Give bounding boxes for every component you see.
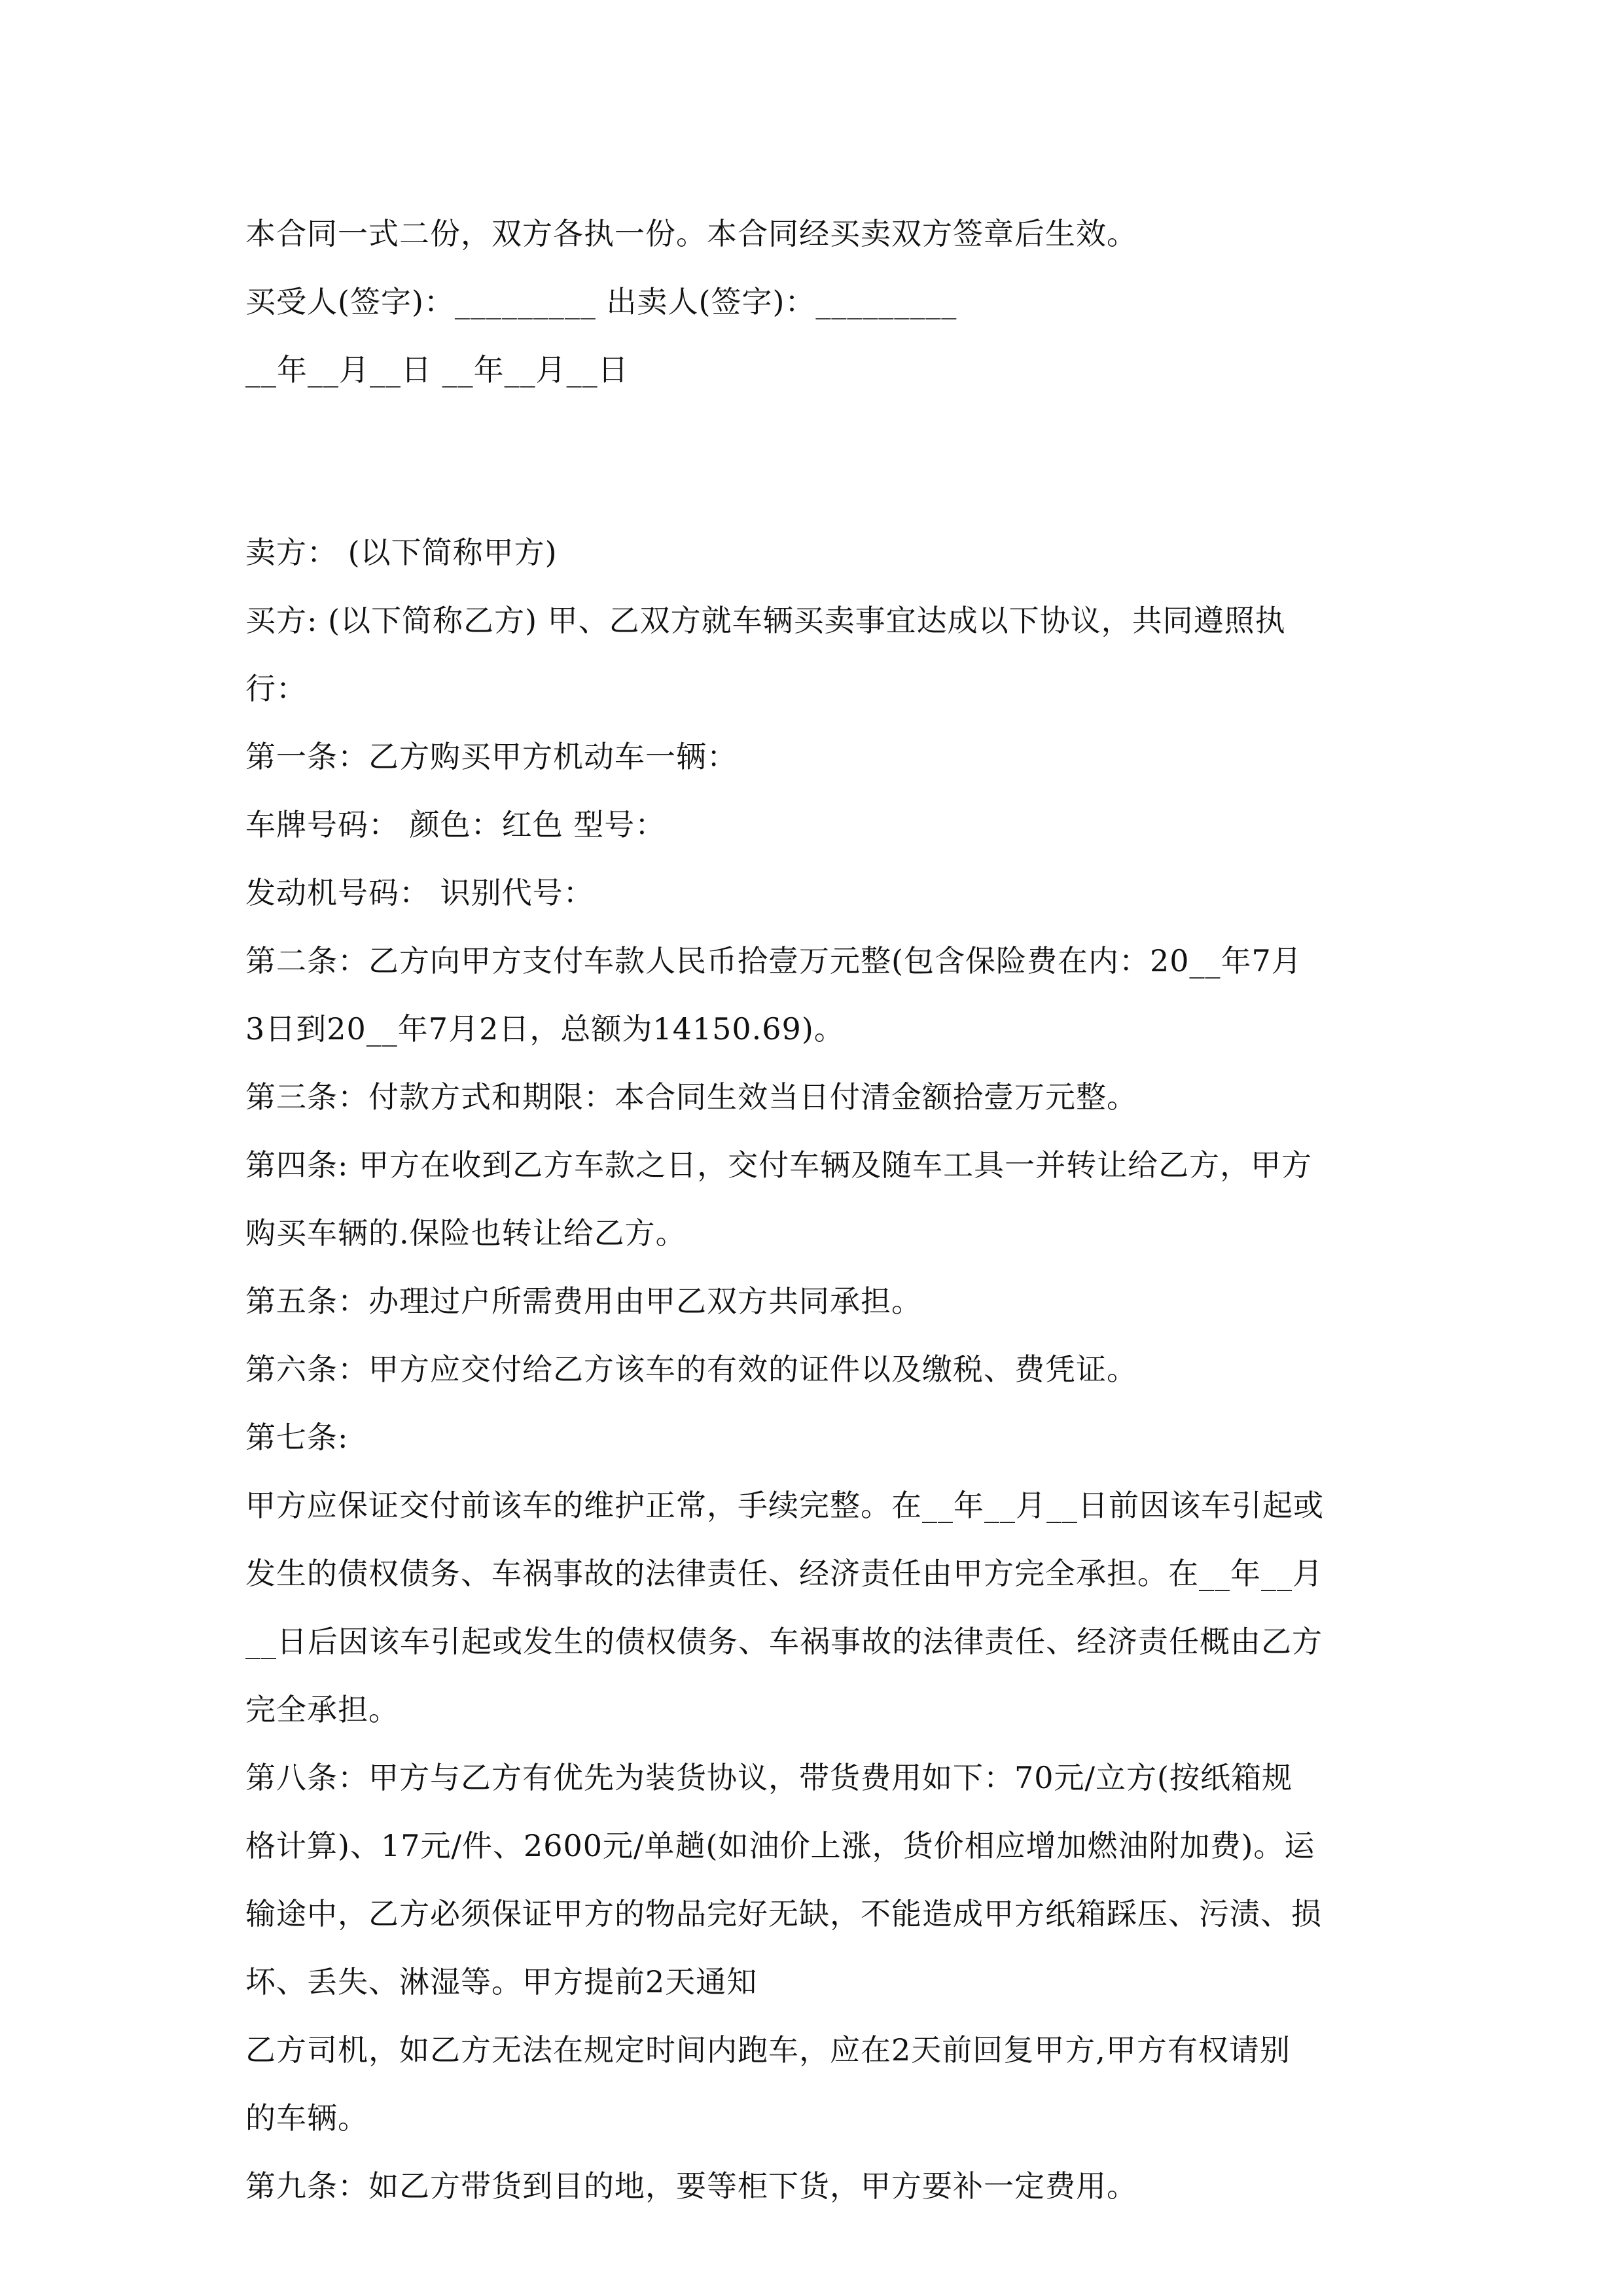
article-9: 第九条：如乙方带货到目的地，要等柜下货，甲方要补一定费用。 [245,2168,1137,2204]
seller-line: 卖方： (以下简称甲方) [245,535,558,570]
article-5: 第五条：办理过户所需费用由甲乙双方共同承担。 [245,1283,922,1319]
article-7-line-3: __日后因该车引起或发生的债权债务、车祸事故的法律责任、经济责任概由乙方 [245,1624,1323,1659]
article-1-title: 第一条：乙方购买甲方机动车一辆： [245,739,738,774]
article-7-line-4: 完全承担。 [245,1692,399,1727]
article-8-line-4: 坏、丢失、淋湿等。甲方提前2天通知 [245,1964,758,2000]
signature-line: 买受人(签字)：_________ 出卖人(签字)：_________ [245,284,957,319]
buyer-line-continued: 行： [245,671,307,706]
date-line: __年__月__日 __年__月__日 [245,352,629,387]
article-8-line-2: 格计算)、17元/件、2600元/单趟(如油价上涨，货价相应增加燃油附加费)。运 [245,1828,1315,1863]
article-8-line-5: 乙方司机，如乙方无法在规定时间内跑车，应在2天前回复甲方,甲方有权请别 [245,2032,1291,2068]
article-2-line-1: 第二条：乙方向甲方支付车款人民币拾壹万元整(包含保险费在内：20__年7月 [245,943,1302,978]
copies-clause: 本合同一式二份，双方各执一份。本合同经买卖双方签章后生效。 [245,216,1137,251]
buyer-line: 买方: (以下简称乙方) 甲、乙双方就车辆买卖事宜达成以下协议，共同遵照执 [245,603,1286,638]
article-4-line-1: 第四条: 甲方在收到乙方车款之日，交付车辆及随车工具一并转让给乙方，甲方 [245,1147,1313,1183]
article-2-line-2: 3日到20__年7月2日，总额为14150.69)。 [245,1011,845,1047]
article-8-line-3: 输途中，乙方必须保证甲方的物品完好无缺，不能造成甲方纸箱踩压、污渍、损 [245,1896,1322,1931]
article-6: 第六条：甲方应交付给乙方该车的有效的证件以及缴税、费凭证。 [245,1352,1137,1387]
article-8-line-6: 的车辆。 [245,2100,368,2136]
article-1-engine-vin: 发动机号码： 识别代号： [245,875,594,910]
article-7-line-2: 发生的债权债务、车祸事故的法律责任、经济责任由甲方完全承担。在__年__月 [245,1556,1323,1591]
article-7-title: 第七条: [245,1420,349,1455]
article-4-line-2: 购买车辆的.保险也转让给乙方。 [245,1215,687,1251]
article-7-line-1: 甲方应保证交付前该车的维护正常，手续完整。在__年__月__日前因该车引起或 [245,1488,1324,1523]
section-gap [245,404,1397,518]
document-body [245,200,1397,2220]
article-8-line-1: 第八条：甲方与乙方有优先为装货协议，带货费用如下：70元/立方(按纸箱规 [245,1760,1293,1795]
article-1-plate-color-model: 车牌号码： 颜色：红色 型号： [245,807,666,842]
article-3: 第三条：付款方式和期限：本合同生效当日付清金额拾壹万元整。 [245,1079,1137,1115]
